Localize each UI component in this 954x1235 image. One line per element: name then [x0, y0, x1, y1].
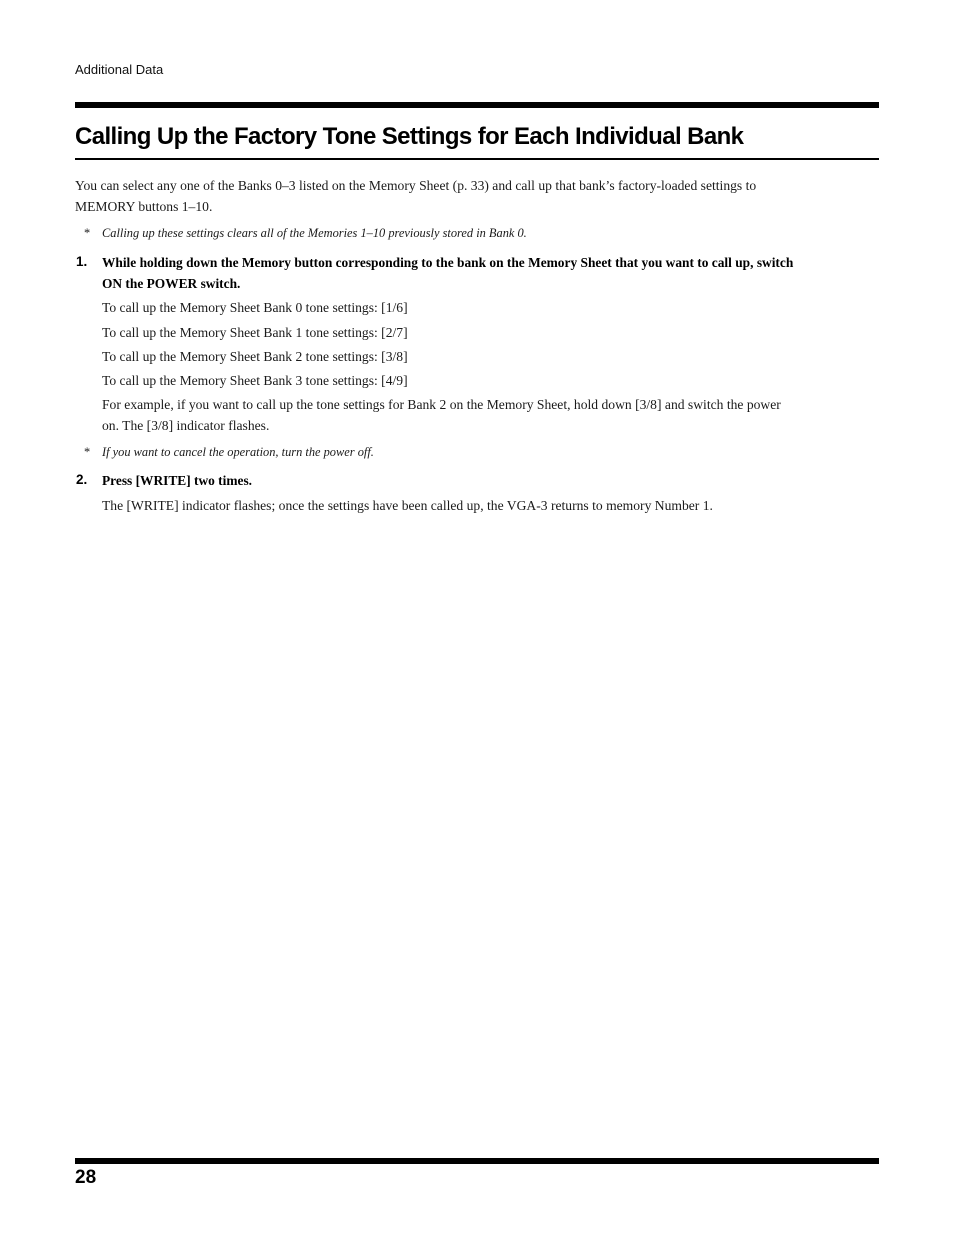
- heading-rule: [75, 158, 879, 160]
- step-2-number: 2.: [76, 472, 88, 487]
- step-2-title: Press [WRITE] two times.: [102, 473, 253, 488]
- bank-1-instruction: To call up the Memory Sheet Bank 1 tone settings: [2/7]: [102, 325, 408, 340]
- intro-line-2: MEMORY buttons 1–10.: [75, 199, 213, 214]
- note-asterisk: *: [84, 226, 91, 240]
- bottom-rule: [75, 1158, 879, 1164]
- step-1-title-line-2: ON the POWER switch.: [102, 276, 241, 291]
- intro-paragraph: [75, 175, 865, 217]
- section-heading: Calling Up the Factory Tone Settings for Each Individual Bank: [75, 123, 744, 150]
- note-text: If you want to cancel the operation, turn the power off.: [102, 445, 374, 459]
- example-line-1: For example, if you want to call up the tone settings for Bank 2 on the Memory Sheet, hold down [3/8] and switch the power: [102, 397, 781, 412]
- intro-line-1: You can select any one of the Banks 0–3 listed on the Memory Sheet (p. 33) and call up that bank’s factory-loaded settings to: [75, 178, 757, 193]
- bank-3-instruction: To call up the Memory Sheet Bank 3 tone settings: [4/9]: [102, 373, 408, 388]
- note-text: Calling up these settings clears all of the Memories 1–10 previously stored in Bank 0.: [102, 226, 527, 240]
- step-1-number: 1.: [76, 254, 88, 269]
- running-head: Additional Data: [75, 62, 164, 77]
- note-asterisk: *: [84, 445, 91, 459]
- example-paragraph: [102, 394, 882, 436]
- step-1-title: [102, 252, 882, 294]
- page-number: 28: [75, 1167, 97, 1188]
- bank-2-instruction: To call up the Memory Sheet Bank 2 tone settings: [3/8]: [102, 349, 408, 364]
- write-indicator-description: The [WRITE] indicator flashes; once the settings have been called up, the VGA-3 returns to memory Number 1.: [102, 498, 713, 513]
- example-line-2: on. The [3/8] indicator flashes.: [102, 418, 270, 433]
- step-1-title-line-1: While holding down the Memory button corresponding to the bank on the Memory Sheet that you want to call up, switch: [102, 255, 794, 270]
- top-rule: [75, 102, 879, 108]
- bank-0-instruction: To call up the Memory Sheet Bank 0 tone settings: [1/6]: [102, 300, 408, 315]
